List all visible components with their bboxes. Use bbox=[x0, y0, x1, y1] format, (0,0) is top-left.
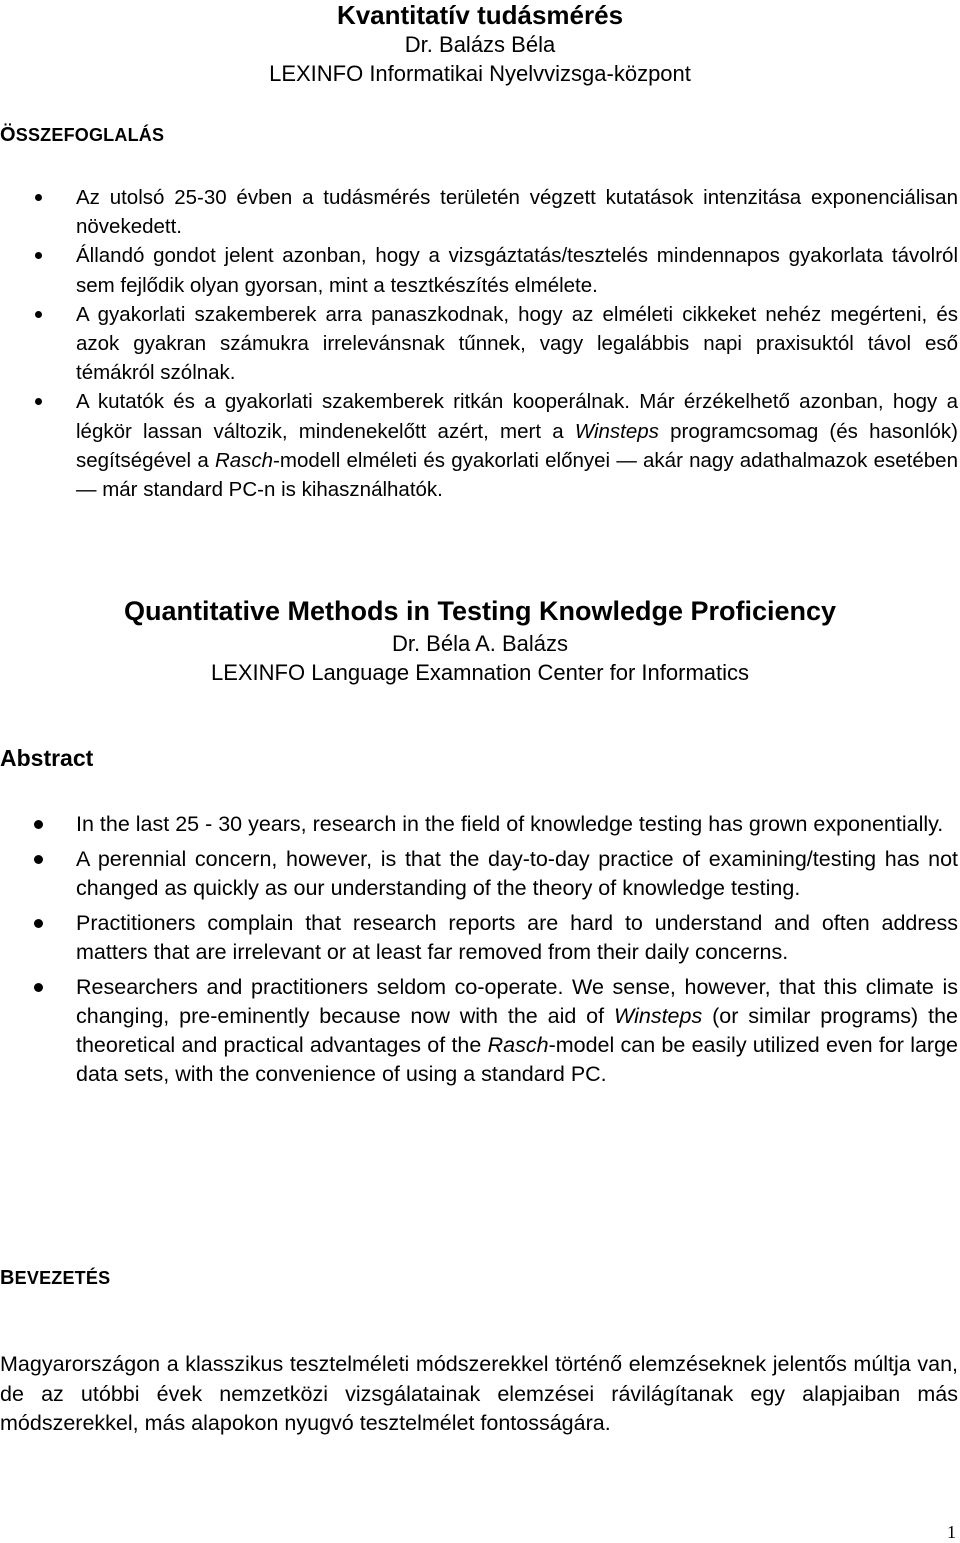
hu-title: Kvantitatív tudásmérés bbox=[336, 0, 624, 30]
intro-heading: BEVEZETÉS bbox=[0, 1267, 111, 1289]
list-item: Practitioners complain that research reports are hard to understand and often address matters that are irrelevant or at least far removed from their daily concerns. bbox=[0, 909, 958, 967]
bullet-icon bbox=[34, 983, 43, 992]
list-item: A kutatók és a gyakorlati szakemberek ritkán kooperálnak. Már érzékelhető azonban, hogy a légkör lassan változik, mindenekelőtt azért, mert a Winsteps programcsomag (és hasonlók) segítségével a Rasch-modell elméleti és gyakorlati előnyei — akár nagy adathalmazok esetében — már standard PC-n is kihasználhatók. bbox=[0, 387, 958, 504]
en-header bbox=[0, 595, 960, 687]
list-item: Állandó gondot jelent azonban, hogy a vizsgáztatás/tesztelés mindennapos gyakorlata távolról sem fejlődik olyan gyorsan, mint a tesztkészítés elmélete. bbox=[0, 241, 958, 299]
hu-affiliation: LEXINFO Informatikai Nyelvvizsga-központ bbox=[269, 61, 691, 86]
list-item: In the last 25 - 30 years, research in the field of knowledge testing has grown exponentially. bbox=[0, 810, 958, 839]
intro-paragraph: Magyarországon a klasszikus tesztelméleti módszerekkel történő elemzéseknek jelentős múltja van, de az utóbbi évek nemzetközi vizsgálatainak elemzései rávilágítanak egy alapjaiban más módszerekkel, más alapokon nyugvó tesztelmélet fontosságára. bbox=[0, 1352, 958, 1435]
bullet-icon bbox=[35, 311, 42, 318]
abstract-list bbox=[0, 810, 958, 1089]
abstract-heading: Abstract bbox=[0, 745, 94, 771]
bullet-icon bbox=[34, 919, 43, 928]
hu-summary-list bbox=[0, 183, 958, 504]
list-item: Researchers and practitioners seldom co-operate. We sense, however, that this climate is changing, pre-eminently because now with the aid of Winsteps (or similar programs) the theoretical and practical advantages of the Rasch-model can be easily utilized even for large data sets, with the convenience of using a standard PC. bbox=[0, 973, 958, 1089]
page-number: 1 bbox=[947, 1522, 956, 1542]
en-affiliation: LEXINFO Language Examnation Center for Informatics bbox=[210, 660, 750, 685]
list-item: A gyakorlati szakemberek arra panaszkodnak, hogy az elméleti cikkeket nehéz megérteni, és azok gyakran számukra irrelevánsnak tűnnek, vagy legalábbis napi praxisuktól távol eső témákról szólnak. bbox=[0, 300, 958, 388]
list-item: A perennial concern, however, is that the day-to-day practice of examining/testing has not changed as quickly as our understanding of the theory of knowledge testing. bbox=[0, 845, 958, 903]
hu-header bbox=[0, 0, 960, 88]
bullet-icon bbox=[35, 252, 42, 259]
bullet-icon bbox=[35, 194, 42, 201]
en-title: Quantitative Methods in Testing Knowledge Proficiency bbox=[123, 596, 837, 626]
bullet-icon bbox=[34, 820, 43, 829]
list-item: Az utolsó 25-30 évben a tudásmérés területén végzett kutatások intenzitása exponenciálisan növekedett. bbox=[0, 183, 958, 241]
hu-summary-heading: ÖSSZEFOGLALÁS bbox=[0, 124, 165, 146]
bullet-icon bbox=[34, 855, 43, 864]
bullet-icon bbox=[35, 398, 42, 405]
hu-author: Dr. Balázs Béla bbox=[404, 32, 556, 57]
en-author: Dr. Béla A. Balázs bbox=[391, 631, 569, 656]
